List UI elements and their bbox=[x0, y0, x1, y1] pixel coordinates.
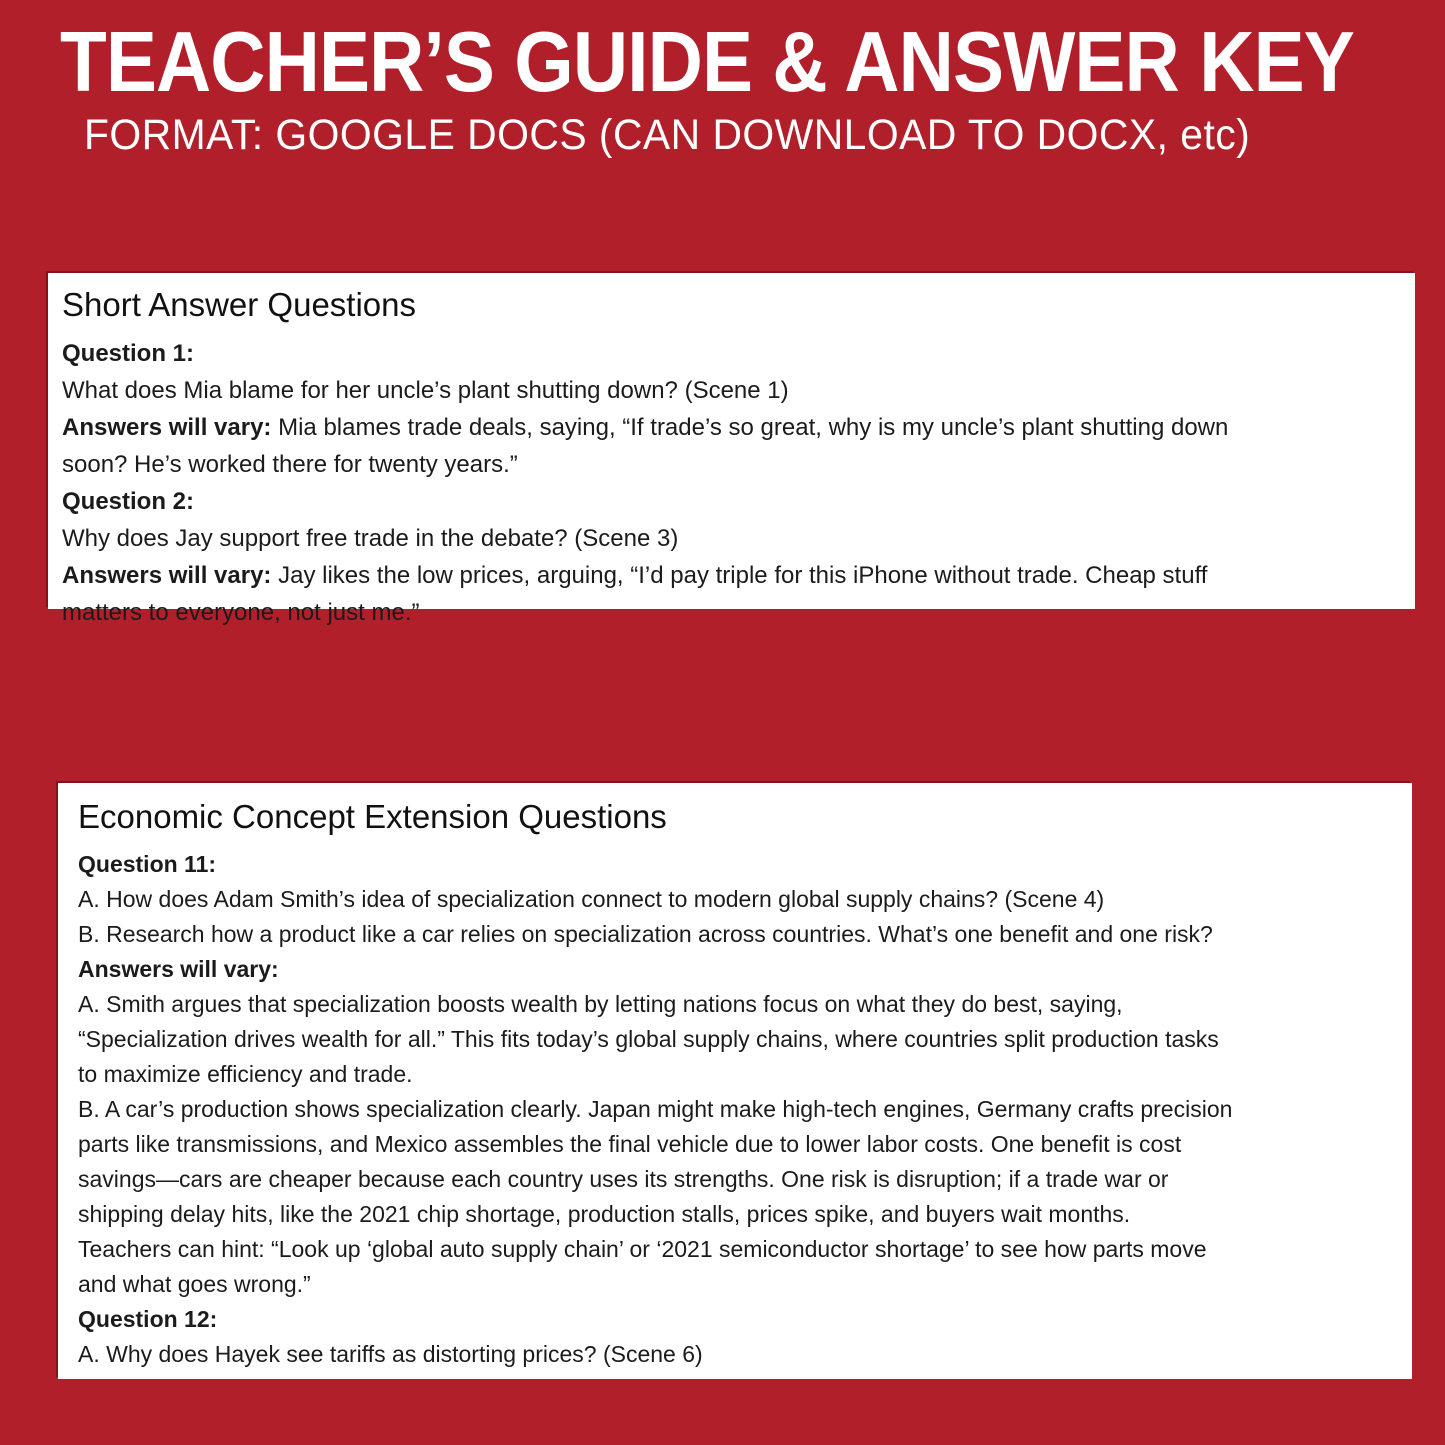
doc-line-bold-label: Question 2: bbox=[62, 488, 195, 515]
doc-line bbox=[78, 1092, 1392, 1127]
doc-line-bold-label: Answers will vary: bbox=[78, 956, 279, 982]
doc-line bbox=[62, 594, 1401, 631]
doc-line-text: What does Mia blame for her uncle’s plant shutting down? (Scene 1) bbox=[62, 377, 789, 404]
doc-line-text: parts like transmissions, and Mexico assembles the final vehicle due to lower labor costs. One benefit is cost bbox=[78, 1131, 1182, 1157]
doc-line bbox=[78, 1197, 1392, 1232]
doc-line bbox=[78, 1337, 1392, 1372]
doc-line-text: Teachers can hint: “Look up ‘global auto supply chain’ or ‘2021 semiconductor shortage’ to see how parts move bbox=[78, 1236, 1207, 1262]
doc-line-bold-label: Answers will vary: bbox=[62, 414, 272, 441]
doc-line-text: soon? He’s worked there for twenty years.” bbox=[62, 451, 518, 478]
doc-line-text: A. Smith argues that specialization boosts wealth by letting nations focus on what they do best, saying, bbox=[78, 991, 1123, 1017]
doc-line bbox=[78, 1302, 1392, 1337]
doc-line bbox=[78, 1022, 1392, 1057]
extension-questions-heading: Economic Concept Extension Questions bbox=[78, 798, 667, 835]
doc-line-bold-label: Question 12: bbox=[78, 1306, 218, 1332]
doc-line bbox=[78, 1232, 1392, 1267]
doc-line bbox=[62, 520, 1401, 557]
short-answer-questions-panel bbox=[48, 273, 1415, 626]
format-subtitle: FORMAT: GOOGLE DOCS (CAN DOWNLOAD TO DOCX, etc) bbox=[84, 111, 1251, 159]
doc-line bbox=[78, 1267, 1392, 1302]
doc-line-text: “Specialization drives wealth for all.” This fits today’s global supply chains, where countries split production tasks bbox=[78, 1026, 1219, 1052]
doc-line bbox=[62, 372, 1401, 409]
doc-line bbox=[78, 882, 1392, 917]
doc-line-text: Why does Jay support free trade in the debate? (Scene 3) bbox=[62, 525, 679, 552]
doc-line bbox=[78, 917, 1392, 952]
doc-line-text: shipping delay hits, like the 2021 chip shortage, production stalls, prices spike, and buyers wait months. bbox=[78, 1201, 1131, 1227]
doc-line-bold-label: Question 1: bbox=[62, 340, 195, 367]
doc-line-text: savings—cars are cheaper because each country uses its strengths. One risk is disruption; if a trade war or bbox=[78, 1166, 1169, 1192]
doc-line bbox=[78, 987, 1392, 1022]
doc-line-text: A. Why does Hayek see tariffs as distorting prices? (Scene 6) bbox=[78, 1341, 703, 1367]
doc-line-text: to maximize efficiency and trade. bbox=[78, 1061, 413, 1087]
doc-line-text: matters to everyone, not just me.” bbox=[62, 599, 420, 626]
doc-line bbox=[62, 335, 1401, 372]
short-answer-questions-heading: Short Answer Questions bbox=[62, 286, 417, 323]
extension-questions-body bbox=[78, 847, 1392, 1372]
doc-line-text: B. A car’s production shows specialization clearly. Japan might make high-tech engines, Germany crafts precision bbox=[78, 1096, 1233, 1122]
extension-questions-panel bbox=[58, 783, 1412, 1379]
doc-line-text: A. How does Adam Smith’s idea of specialization connect to modern global supply chains? (Scene 4) bbox=[78, 886, 1105, 912]
doc-line-text: Mia blames trade deals, saying, “If trade’s so great, why is my uncle’s plant shutting down bbox=[271, 414, 1229, 441]
doc-line bbox=[62, 483, 1401, 520]
doc-line-text: B. Research how a product like a car relies on specialization across countries. What’s one benefit and one risk? bbox=[78, 921, 1213, 947]
doc-line bbox=[78, 952, 1392, 987]
doc-line bbox=[78, 1057, 1392, 1092]
doc-line bbox=[78, 847, 1392, 882]
doc-line bbox=[78, 1162, 1392, 1197]
doc-line-bold-label: Question 11: bbox=[78, 851, 217, 877]
doc-line bbox=[78, 1127, 1392, 1162]
doc-line bbox=[62, 409, 1401, 446]
doc-line bbox=[62, 446, 1401, 483]
page-title: TEACHER’S GUIDE & ANSWER KEY bbox=[60, 15, 1354, 110]
doc-line-text: Jay likes the low prices, arguing, “I’d pay triple for this iPhone without trade. Cheap stuff bbox=[271, 562, 1208, 589]
doc-line bbox=[62, 557, 1401, 594]
doc-line-bold-label: Answers will vary: bbox=[62, 562, 272, 589]
short-answer-questions-body bbox=[62, 335, 1401, 631]
doc-line-text: and what goes wrong.” bbox=[78, 1271, 311, 1297]
